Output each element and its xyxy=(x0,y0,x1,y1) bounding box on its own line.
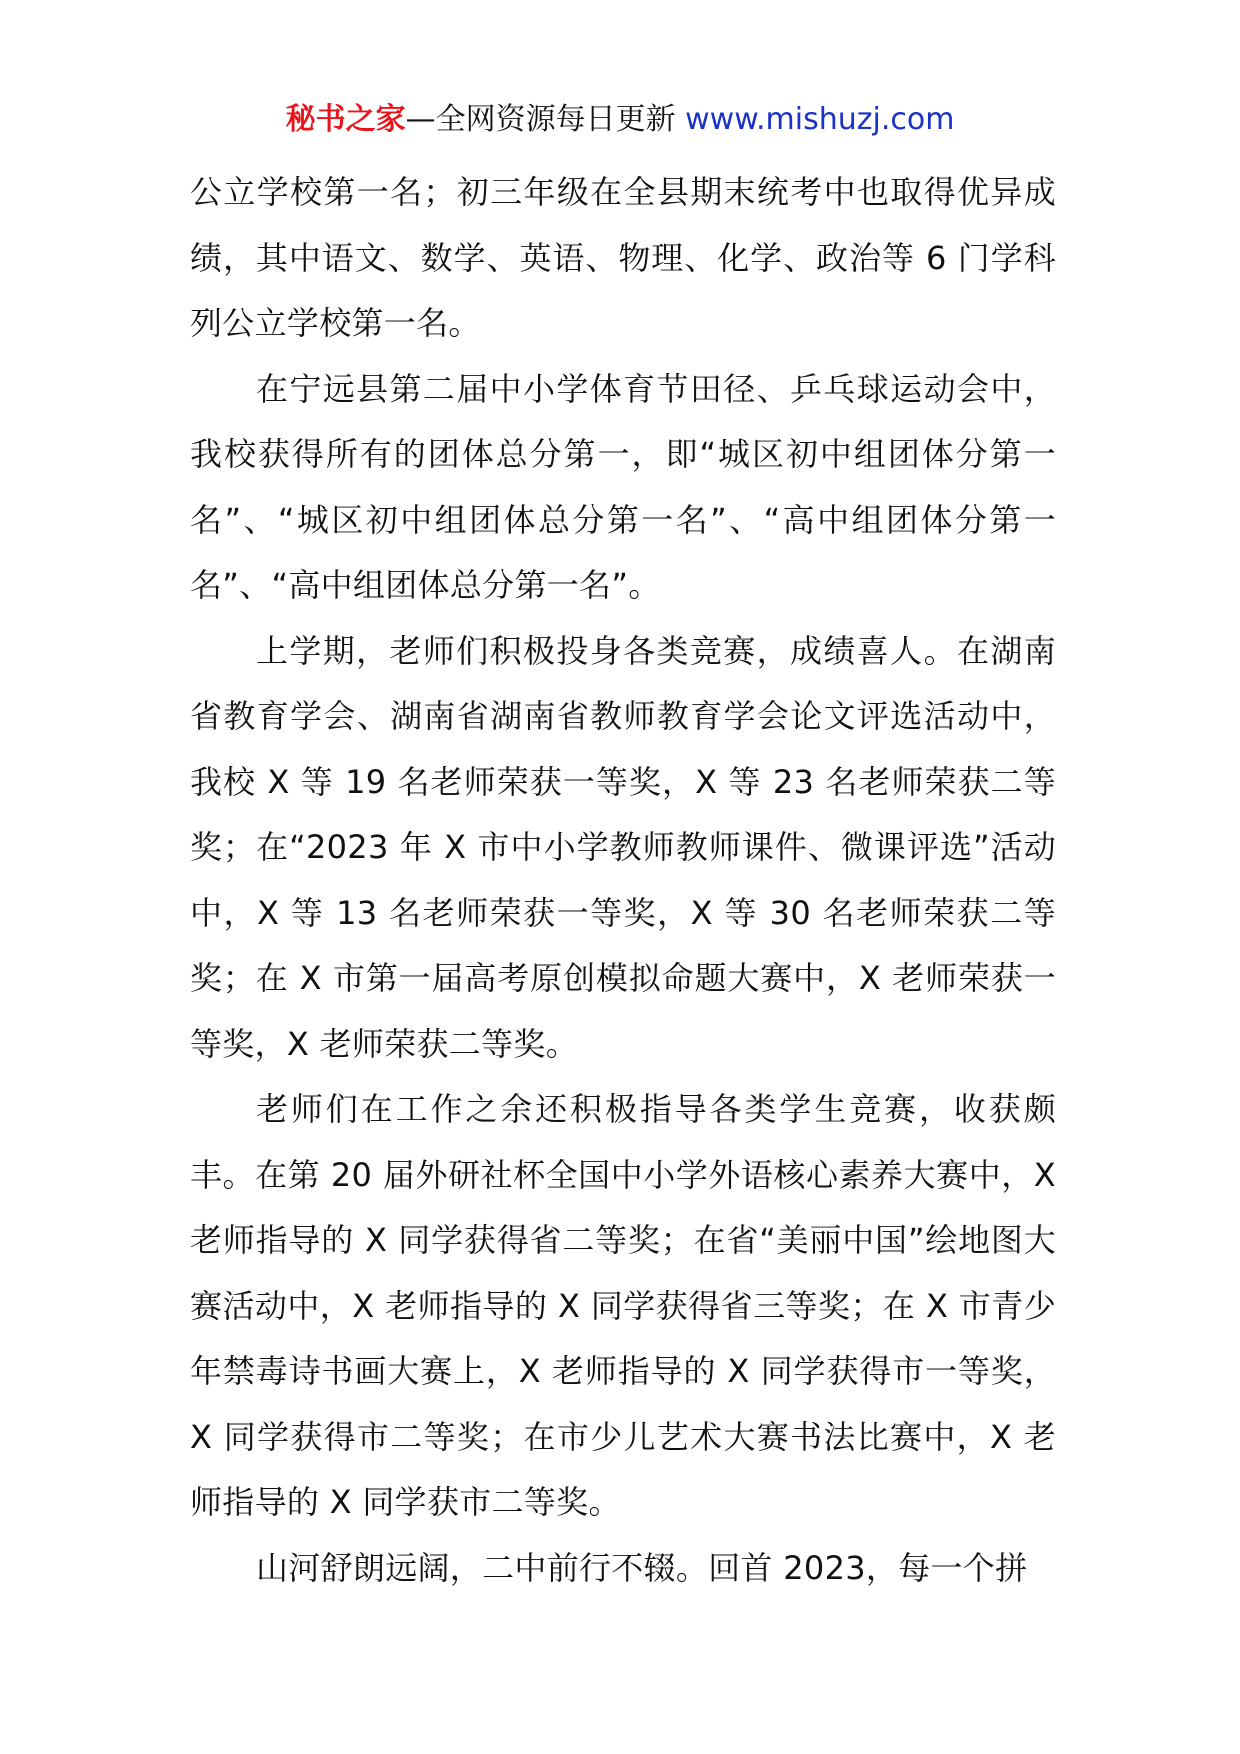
paragraph-teacher-awards: 上学期，老师们积极投身各类竞赛，成绩喜人。在湖南省教育学会、湖南省湖南省教师教育学会论文评选活动中，我校 X 等 19 名老师荣获一等奖，X 等 23 名老师荣获二等奖；在“2023 年 X 市中小学教师教师课件、微课评选”活动中，X 等 13 名老师荣获一等奖，X 等 30 名老师荣获二等奖；在 X 市第一届高考原创模拟命题大赛中，X 老师荣获一等奖，X 老师荣获二等奖。 xyxy=(190,631,1056,1063)
brand-name: 秘书之家 xyxy=(285,102,406,137)
paragraph-student-competitions: 老师们在工作之余还积极指导各类学生竞赛，收获颇丰。在第 20 届外研社杯全国中小学外语核心素养大赛中，X 老师指导的 X 同学获得省二等奖；在省“美丽中国”绘地图大赛活动中，X 老师指导的 X 同学获得省三等奖；在 X 市青少年禁毒诗书画大赛上，X 老师指导的 X 同学获得市一等奖，X 同学获得市二等奖；在市少儿艺术大赛书法比赛中，X 老师指导的 X 同学获市二等奖。 xyxy=(190,1090,1056,1521)
site-url-link[interactable]: www.mishuzj.com xyxy=(685,102,955,137)
site-header xyxy=(0,100,1240,140)
paragraph-sports-meet: 在宁远县第二届中小学体育节田径、乒乓球运动会中，我校获得所有的团体总分第一，即“城区初中组团体分第一名”、“城区初中组团体总分第一名”、“高中组团体分第一名”、“高中组团体总分第一名”。 xyxy=(190,369,1056,604)
document-body xyxy=(190,160,1056,1601)
header-tagline: —全网资源每日更新 xyxy=(405,102,676,137)
paragraph-closing: 山河舒朗远阔，二中前行不辍。回首 2023，每一个拼 xyxy=(256,1548,1028,1587)
paragraph-continued: 公立学校第一名；初三年级在全县期末统考中也取得优异成绩，其中语文、数学、英语、物理、化学、政治等 6 门学科列公立学校第一名。 xyxy=(190,173,1056,342)
